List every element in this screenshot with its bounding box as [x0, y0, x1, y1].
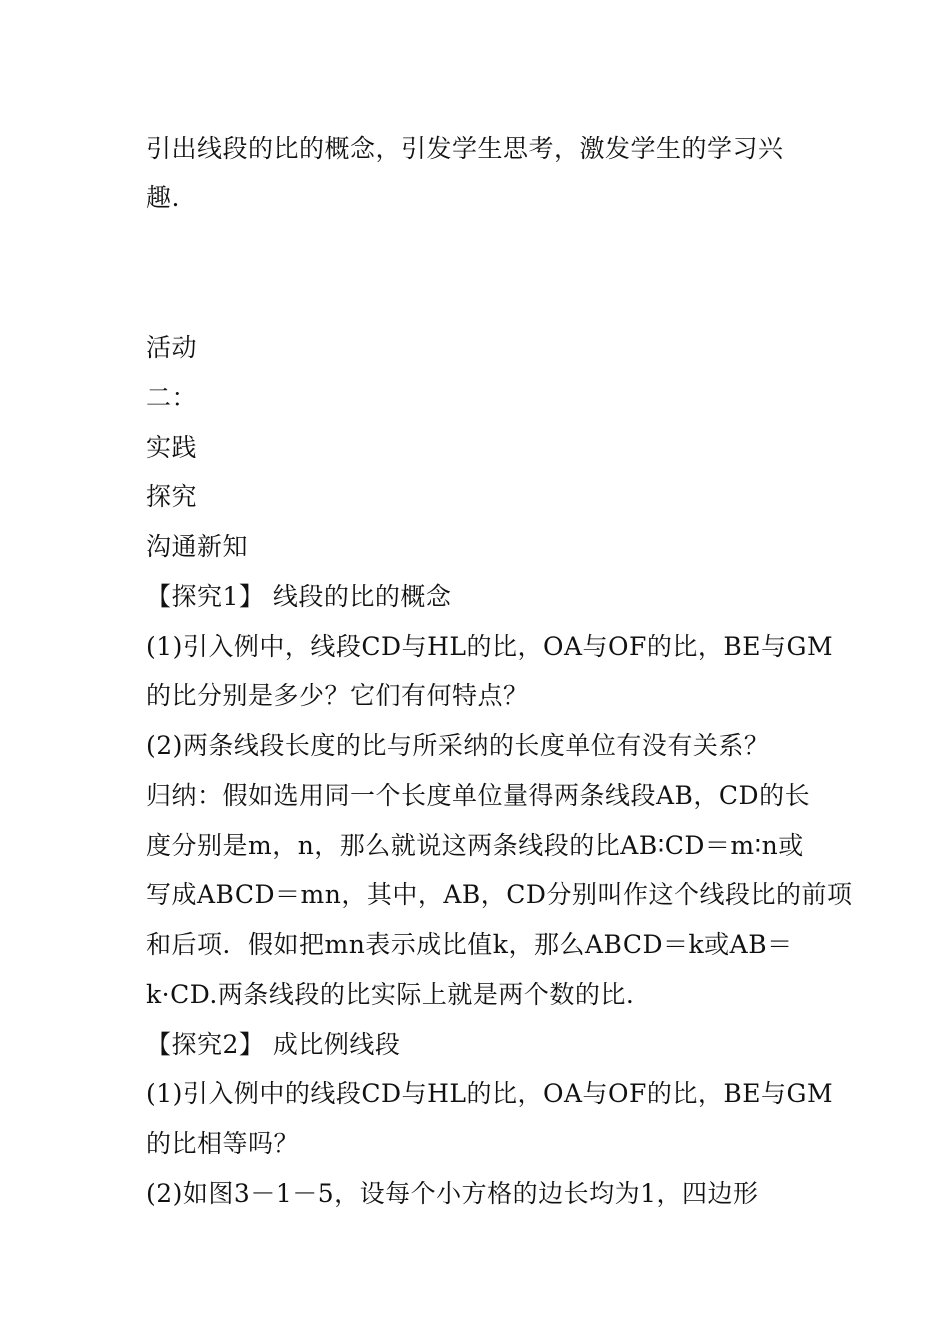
- section-label: 二：: [146, 383, 198, 412]
- text-line: k·CD.两条线段的比实际上就是两个数的比.: [146, 980, 635, 1009]
- section-label: 活动: [146, 333, 198, 362]
- text-line: 趣.: [146, 183, 180, 212]
- text-line: (2)如图3－1－5，设每个小方格的边长均为1，四边形: [146, 1179, 759, 1208]
- text-line: 度分别是m，n，那么就说这两条线段的比AB∶CD＝m∶n或: [146, 831, 804, 860]
- text-line: 引出线段的比的概念，引发学生思考，激发学生的学习兴: [146, 134, 784, 163]
- text-line: 写成ABCD＝mn，其中，AB，CD分别叫作这个线段比的前项: [146, 880, 853, 909]
- section-label: 探究: [146, 482, 198, 511]
- text-line: 和后项．假如把mn表示成比值k，那么ABCD＝k或AB＝: [146, 930, 793, 959]
- text-line: (1)引入例中的线段CD与HL的比，OA与OF的比，BE与GM: [146, 1079, 834, 1108]
- subsection-heading: 【探究2】 成比例线段: [146, 1030, 401, 1059]
- subsection-heading: 【探究1】 线段的比的概念: [146, 582, 452, 611]
- section-label: 沟通新知: [146, 532, 249, 561]
- text-line: 归纳：假如选用同一个长度单位量得两条线段AB，CD的长: [146, 781, 811, 810]
- text-line: (1)引入例中，线段CD与HL的比，OA与OF的比，BE与GM: [146, 632, 834, 661]
- text-line: 的比分别是多少？它们有何特点？: [146, 681, 529, 710]
- section-label: 实践: [146, 433, 198, 462]
- text-line: (2)两条线段长度的比与所采纳的长度单位有没有关系？: [146, 731, 770, 760]
- text-line: 的比相等吗？: [146, 1129, 300, 1158]
